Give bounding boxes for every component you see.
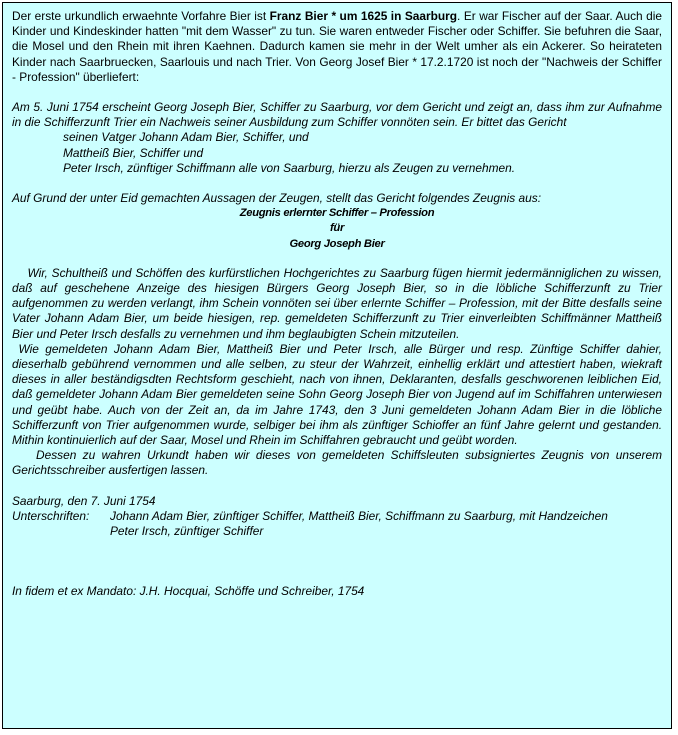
- certificate-for: für: [329, 222, 344, 235]
- intro-paragraph: [12, 9, 662, 85]
- signatures: [12, 509, 662, 524]
- certificate-body-3: Dessen zu wahren Urkundt haben wir dieses von gemeldeten Schiffsleuten subsigniertes Zeugnis von unserem Gerichtsschreiber ausfertigen lassen.: [12, 448, 662, 478]
- intro-text-end: . Er war Fischer auf der Saar. Auch die Kinder und Kindeskinder hatten "mit dem Wasser" zu tun. Sie waren entweder Fischer oder Schiffer. Sie befuhren die Saar, die Mosel und den Rhein mit ihren Kaehnen. Dadurch kamen sie mehr in der Welt umher als ein Ackerer. So heirateten Kinder nach Saarbruecken, Saarlouis und nach Trier. Von Georg Josef Bier * 17.2.1720 ist noch der "Nachweis der Schiffer - Profession" überliefert:: [12, 9, 662, 84]
- certificate-body-1: Wir, Schultheiß und Schöffen des kurfürstlichen Hochgerichtes zu Saarburg fügen hiermit jedermänniglichen zu wissen, daß auf geschehene Anzeige des hiesigen Bürgers Georg Joseph Bier, so in die löbliche Schifferzunft zu Trier aufgenommen zu werden verlangt, ihm Schein vonnöten sei über erlernte Schiffer – Profession, mit der Bitte desfalls seine Vater Johann Adam Bier, um beide hiesigen, rep. gemeldeten Schifferzunft zu Trier einverleibten Schiffmänner Mattheiß Bier und Peter Irsch desfalls zu vernehmen und ihm beglaubigten Schein mitzuteilen.: [12, 265, 662, 341]
- witness-line-1: seinen Vatger Johann Adam Bier, Schiffer, und: [63, 130, 309, 145]
- certificate-title: Zeugnis erlernter Schiffer – Profession: [239, 207, 435, 220]
- signatures-label: Unterschriften:: [12, 508, 90, 523]
- request-paragraph: Am 5. Juni 1754 erscheint Georg Joseph Bier, Schiffer zu Saarburg, vor dem Gericht und zeigt an, dass ihm zur Aufnahme in die Schifferzunft Trier ein Nachweis seiner Ausbildung zum Schiffer vonnöten sein. Er bittet das Gericht: [12, 100, 662, 130]
- witness-line-2: Mattheiß Bier, Schiffer und: [63, 145, 204, 160]
- intro-text-start: Der erste urkundlich erwaehnte Vorfahre Bier ist: [12, 9, 270, 23]
- certificate-body-2: Wie gemeldeten Johann Adam Bier, Mattheiß Bier und Peter Irsch, alle Bürger und resp. Zünftige Schiffer dahier, dieserhalb gebührend vernommen und alle selben, zu steur der Wahrzeit, einhellig erklärt und attestiert haben, wiekraft dieses in aller beständigsdten Rechtsform geschieht, nach von ihnen, Deklaranten, desfalls geschworenen leiblichen Eid, daß gemeldeter Johann Adam Bier gemeldeten seine Sohn Georg Joseph Bier von Jugend auf im Schiffahren unterwiesen und geübt habe. Auch von der Zeit an, da im Jahre 1743, den 3 Juni gemeldeten Johann Adam Bier in die löbliche Schifferzunft von Trier aufgenommen wurde, selbiger bei ihm als zünftiger Schioffer an fünf Jahre gelernt und gestanden. Mithin kontinuierlich auf der Saar, Mosel und Rhein im Schiffahren gebraucht und geübt worden.: [12, 341, 662, 448]
- place-date: Saarburg, den 7. Juni 1754: [12, 493, 156, 508]
- attestation-footer: In fidem et ex Mandato: J.H. Hocquai, Schöffe und Schreiber, 1754: [12, 584, 365, 599]
- ancestor-highlight: Franz Bier * um 1625 in Saarburg: [269, 9, 458, 23]
- certificate-name: Georg Joseph Bier: [289, 237, 385, 250]
- witness-line-3: Peter Irsch, zünftiger Schiffmann alle von Saarburg, hierzu als Zeugen zu vernehmen.: [63, 160, 516, 175]
- signatures-line-2: Peter Irsch, zünftiger Schiffer: [110, 524, 264, 539]
- document-textbox: [2, 2, 672, 729]
- signatures-line-1: Johann Adam Bier, zünftiger Schiffer, Mattheiß Bier, Schiffmann zu Saarburg, mit Handzeichen: [110, 508, 608, 523]
- court-statement: Auf Grund der unter Eid gemachten Aussagen der Zeugen, stellt das Gericht folgendes Zeugnis aus:: [12, 191, 542, 206]
